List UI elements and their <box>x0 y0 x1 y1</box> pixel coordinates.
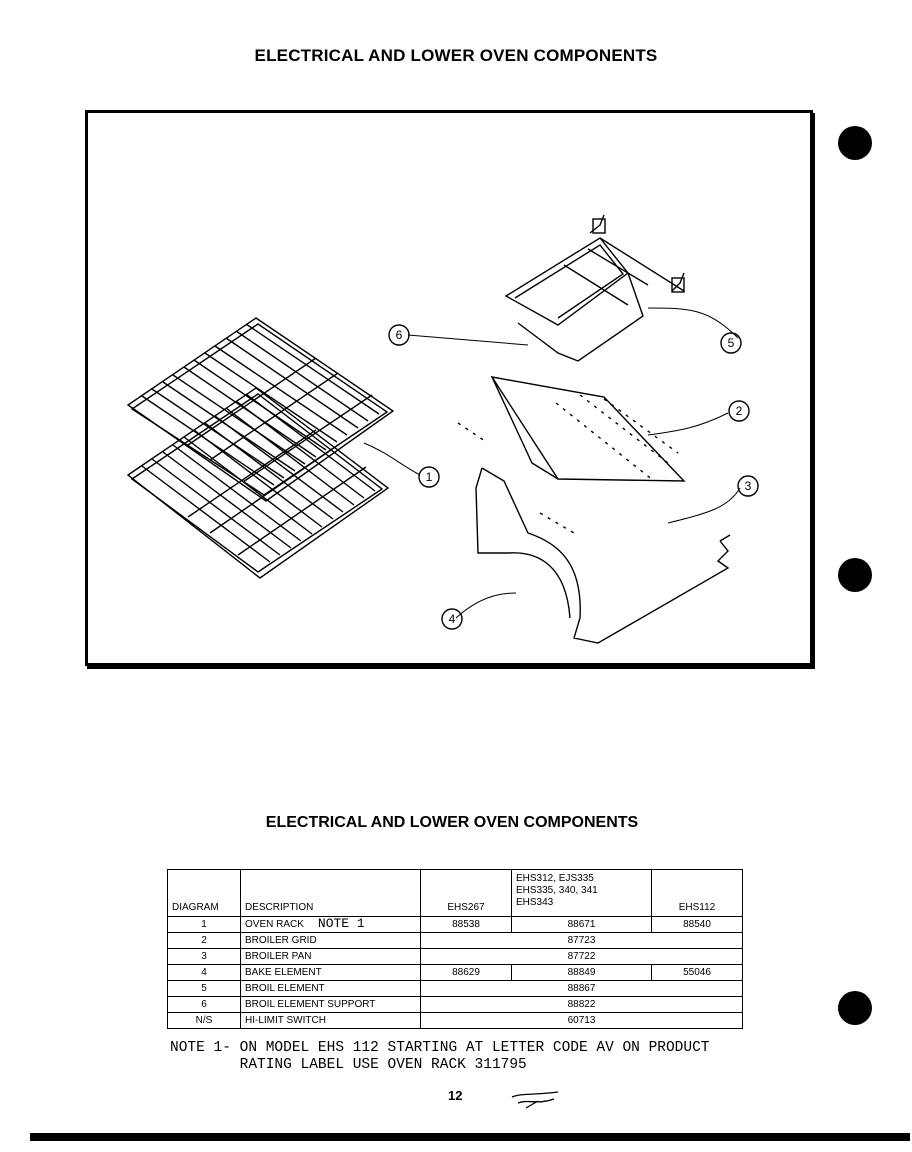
broiler-grid <box>556 395 678 481</box>
table-row <box>168 933 743 949</box>
part-number-common: 88867 <box>421 981 743 997</box>
footnote-line1: NOTE 1- ON MODEL EHS 112 STARTING AT LETTER CODE AV ON PRODUCT <box>170 1040 710 1056</box>
header-ehs112: EHS112 <box>652 870 743 917</box>
oven-rack-upper <box>128 318 393 501</box>
page-number: 12 <box>448 1088 463 1103</box>
diagram-number: 3 <box>168 949 241 965</box>
exploded-parts-drawing <box>88 113 810 663</box>
part-description: BROILER PAN <box>241 949 421 965</box>
diagram-number: 5 <box>168 981 241 997</box>
part-description: BROIL ELEMENT SUPPORT <box>241 997 421 1013</box>
table-row <box>168 965 743 981</box>
callout-5: 5 <box>727 336 735 350</box>
callout-3: 3 <box>744 479 752 493</box>
part-number-common: 87723 <box>421 933 743 949</box>
diagram-number: 2 <box>168 933 241 949</box>
table-row <box>168 949 743 965</box>
header-model-group-line3: EHS343 <box>516 897 554 908</box>
page-title: ELECTRICAL AND LOWER OVEN COMPONENTS <box>254 46 658 65</box>
table-row <box>168 997 743 1013</box>
punch-hole-bottom <box>838 991 872 1025</box>
part-number-ehs267: 88629 <box>421 965 512 981</box>
header-ehs267: EHS267 <box>421 870 512 917</box>
parts-table <box>167 869 743 1029</box>
table-row <box>168 917 743 933</box>
table-row <box>168 981 743 997</box>
bake-element <box>476 468 730 643</box>
header-diagram: DIAGRAM <box>168 870 241 917</box>
section-title: ELECTRICAL AND LOWER OVEN COMPONENTS <box>265 814 639 831</box>
header-model-group-line2: EHS335, 340, 341 <box>516 885 598 896</box>
broiler-pan <box>492 377 684 481</box>
diagram-number: N/S <box>168 1013 241 1029</box>
diagram-number: 1 <box>168 917 241 933</box>
part-description: BROIL ELEMENT <box>241 981 421 997</box>
scan-bottom-edge <box>30 1133 910 1141</box>
broil-element <box>506 215 684 361</box>
diagram-number: 4 <box>168 965 241 981</box>
part-number-common: 88822 <box>421 997 743 1013</box>
handwritten-mark <box>508 1089 564 1111</box>
punch-hole-top <box>838 126 872 160</box>
part-number-group: 88849 <box>512 965 652 981</box>
part-number-ehs112: 55046 <box>652 965 743 981</box>
footnote <box>170 1040 710 1074</box>
header-model-group <box>512 870 652 917</box>
part-description: BROILER GRID <box>241 933 421 949</box>
table-header-row <box>168 870 743 917</box>
part-number-group: 88671 <box>512 917 652 933</box>
callout-6: 6 <box>395 328 403 342</box>
callout-1: 1 <box>425 470 433 484</box>
callout-4: 4 <box>448 612 456 626</box>
part-description: BAKE ELEMENT <box>241 965 421 981</box>
part-number-common: 87722 <box>421 949 743 965</box>
part-number-common: 60713 <box>421 1013 743 1029</box>
oven-rack-lower <box>128 388 388 578</box>
parts-diagram <box>85 110 813 666</box>
description-text: OVEN RACK <box>245 919 304 930</box>
punch-hole-middle <box>838 558 872 592</box>
part-number-ehs267: 88538 <box>421 917 512 933</box>
header-model-group-line1: EHS312, EJS335 <box>516 873 594 884</box>
table-row <box>168 1013 743 1029</box>
part-number-ehs112: 88540 <box>652 917 743 933</box>
header-description: DESCRIPTION <box>241 870 421 917</box>
part-description <box>241 917 421 933</box>
footnote-line2: RATING LABEL USE OVEN RACK 311795 <box>170 1057 527 1073</box>
part-description: HI-LIMIT SWITCH <box>241 1013 421 1029</box>
diagram-number: 6 <box>168 997 241 1013</box>
callout-2: 2 <box>735 404 743 418</box>
note-reference: NOTE 1 <box>317 916 365 931</box>
